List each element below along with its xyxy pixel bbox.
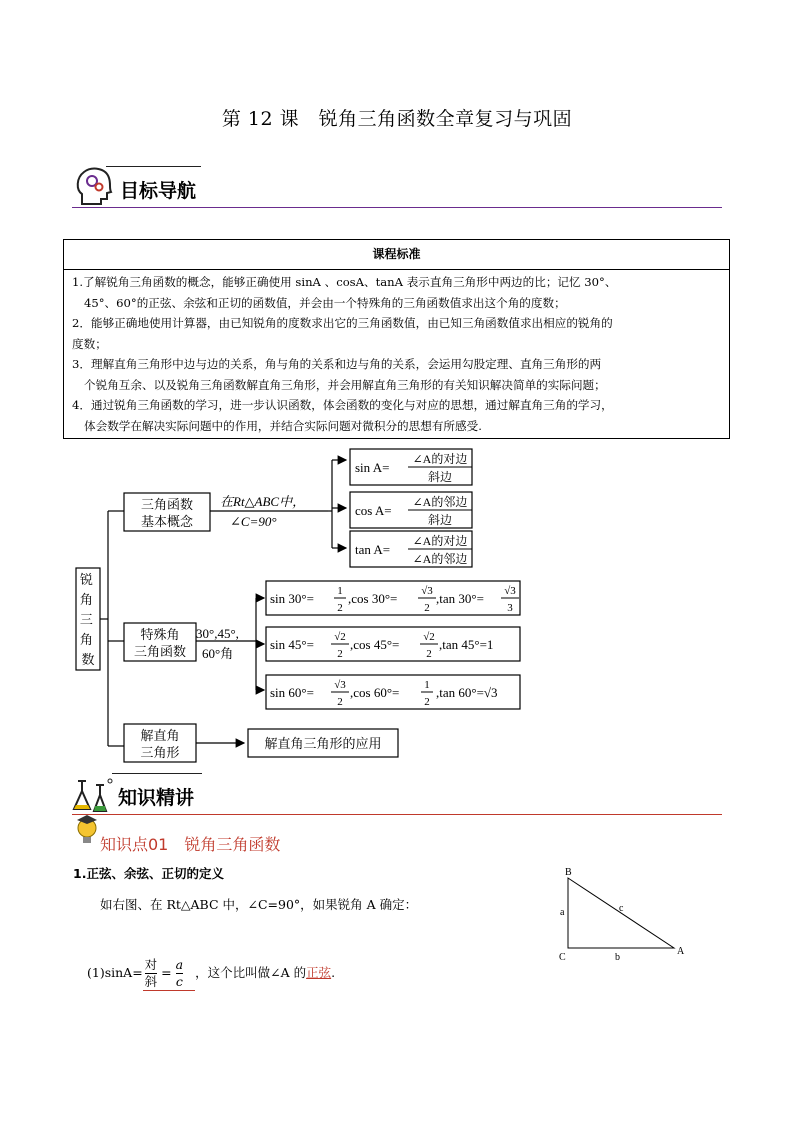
right-triangle-figure [556,862,686,966]
branch3-line2: 三角形 [140,745,180,760]
branch2-line2: 三角函数 [133,644,187,659]
branch2-cond1: 30°,45°, [196,626,239,641]
def-tan-num: ∠A的对边 [412,534,468,548]
side-c: c [619,903,624,914]
fraction-word [145,957,158,990]
knowledge-point-title: 知识点01 锐角三角函数 [100,835,281,854]
branch3-line1: 解直角 [140,728,180,743]
fraction-letters [176,957,183,990]
tan30-label: ,tan 30°= [436,591,484,606]
cos30-den: 2 [424,602,430,614]
special-60-box [266,675,520,709]
standard-2b: 度数； [72,336,107,351]
def-cos-fn: cos A= [355,503,392,518]
frac2-num: a [175,957,184,972]
def-tan-den: ∠A的邻边 [412,552,468,566]
standard-3b: 个锐角互余、以及锐角三角函数解直角三角形，并会用解直角三角形的有关知识解决简单的实际问题； [84,377,606,392]
sin-definition [87,957,335,991]
flask-icon [72,775,116,815]
course-standards-table [63,239,730,439]
def-tan-box [350,531,472,567]
standard-4a: 4．通过锐角三角函数的学习，进一步认识函数，体会函数的变化与对应的思想，通过解直角三角的学习， [72,398,613,412]
standard-1a: 1.了解锐角三角函数的概念，能够正确使用 sinA 、cosA、tanA 表示直角三角形中两边的比；记忆 30°、 [72,275,617,289]
lightbulb-icon [74,814,100,848]
branch1-line2: 基本概念 [140,514,194,529]
section-header-knowledge [72,773,722,815]
cos45-label: ,cos 45°= [350,637,400,652]
vertex-C: C [559,952,566,963]
subheading: 1.正弦、余弦、正切的定义 [73,866,224,881]
sin30-num: 1 [337,585,343,597]
cos60-num: 1 [424,679,430,691]
root-char-3: 三 [79,612,93,627]
def-cos-den: 斜边 [427,513,453,527]
side-a: a [560,907,565,918]
tan30-den: 3 [507,602,513,614]
def-cos-num: ∠A的邻边 [412,495,468,509]
cos45-num: √2 [423,631,435,643]
root-char-2: 角 [79,592,93,607]
period: . [331,965,336,980]
concept-map [60,448,540,768]
cos60-label: ,cos 60°= [350,685,400,700]
section-title-knowledge: 知识精讲 [118,787,195,809]
sin45-num: √2 [334,631,346,643]
cos30-label: ,cos 30°= [348,591,398,606]
standard-2a: 2．能够正确地使用计算器，由已知锐角的度数求出它的三角函数值，由已知三角函数值求出相应的锐角的 [72,316,613,330]
sin60-num: √3 [334,679,346,691]
section-header-goals [72,166,722,208]
cos60-den: 2 [424,696,430,708]
standards-header: 课程标准 [64,240,729,270]
root-char-4: 角 [79,632,93,647]
vertex-A: A [677,946,685,957]
def-tan-fn: tan A= [355,542,391,557]
root-char-1: 锐 [79,572,93,587]
header-top-rule [112,773,202,774]
tan30-num: √3 [504,585,516,597]
header-top-rule [106,166,201,167]
result-label: 解直角三角形的应用 [264,736,382,751]
side-b: b [615,952,620,963]
sin30-den: 2 [337,602,343,614]
sin-suffix: ，这个比叫做∠A 的 [195,965,307,980]
def-sin-num: ∠A的对边 [412,452,468,466]
section-title-goals: 目标导航 [120,180,197,202]
standard-3a: 3．理解直角三角形中边与边的关系，角与角的关系和边与角的关系，会运用勾股定理、直角三角形的两 [72,357,602,371]
sin45-den: 2 [337,648,343,660]
cos30-num: √3 [421,585,433,597]
sin45-label: sin 45°= [270,637,314,652]
section-rule [72,814,722,815]
special-30-box [266,581,520,615]
def-sin-box [350,449,472,485]
root-char-5: 数 [81,652,95,667]
def-cos-box [350,492,472,528]
tan60-label: ,tan 60°=√3 [436,685,498,700]
def-sin-fn: sin A= [355,460,390,475]
frac-den: 斜 [144,974,158,989]
root-label [80,572,96,667]
section-rule [72,207,722,208]
sin60-label: sin 60°= [270,685,314,700]
branch1-cond2: ∠C=90° [230,514,277,529]
branch1-cond1: 在Rt△ABC中， [220,494,306,509]
sin-prefix: (1)sinA= [87,965,143,980]
equals: = [161,965,172,980]
page-title: 第 12 课 锐角三角函数全章复习与巩固 [221,108,573,130]
frac2-den: c [175,974,183,989]
branch1-line1: 三角函数 [140,497,194,512]
frac-num: 对 [144,957,158,972]
def-sin-den: 斜边 [427,470,453,484]
vertex-B: B [565,867,572,878]
head-gears-icon [74,166,114,208]
sin60-den: 2 [337,696,343,708]
tan45-label: ,tan 45°=1 [439,637,494,652]
standard-1b: 45°、60°的正弦、余弦和正切的函数值，并会由一个特殊角的三角函数值求出这个角的度数； [84,295,566,310]
intro-paragraph: 如右图、在 Rt△ABC 中，∠C=90°，如果锐角 A 确定： [100,897,418,912]
cos45-den: 2 [426,648,432,660]
sin-fraction-blank [143,957,195,991]
standards-body [64,270,729,438]
answer-sine: 正弦 [306,965,332,980]
branch2-cond2: 60°角 [202,646,234,661]
branch2-line1: 特殊角 [140,627,180,642]
special-45-box [266,627,520,661]
sin30-label: sin 30°= [270,591,314,606]
standard-4b: 体会数学在解决实际问题中的作用，并结合实际问题对微积分的思想有所感受. [84,418,482,433]
